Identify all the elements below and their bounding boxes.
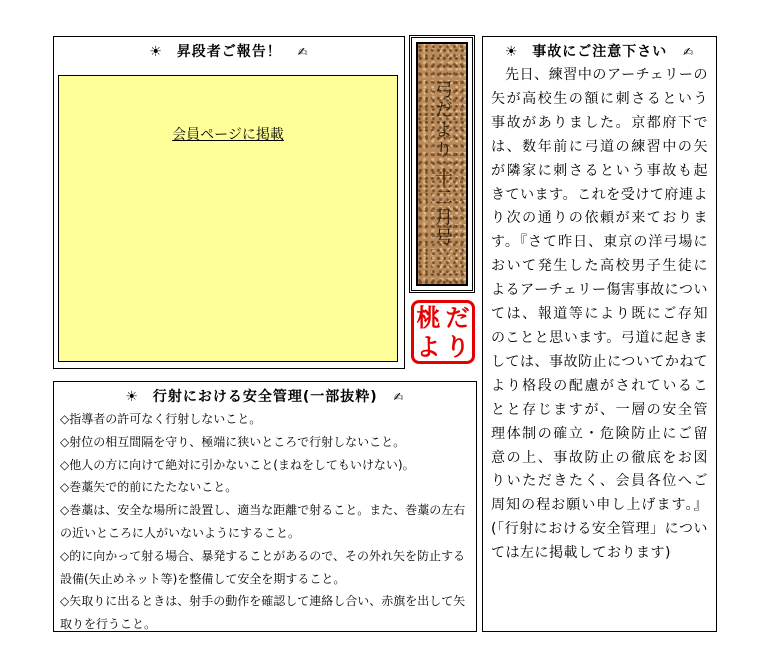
pen-icon: ✍ — [393, 390, 405, 404]
accident-notice-title-bar — [483, 40, 716, 64]
sun-icon: ☀ — [504, 44, 519, 60]
promotion-report-panel — [53, 36, 405, 369]
seal-char: だ — [445, 303, 470, 332]
pen-icon: ✍ — [683, 45, 695, 59]
promotion-report-title: 昇段者ご報告！ — [176, 44, 282, 60]
seal-char: よ — [416, 332, 441, 361]
safety-rule: ◇的に向かって射る場合、暴発することがあるので、その外れ矢を防止する設備(矢止めネット等)を整備して安全を期すること。 — [60, 548, 465, 586]
safety-rule: ◇指導者の許可なく行射しないこと。 — [60, 412, 262, 426]
shooting-safety-title-bar — [54, 385, 476, 409]
safety-rule: ◇射位の相互間隔を守り、極端に狭いところで行射しないこと。 — [60, 434, 406, 449]
safety-rule: ◇他人の方に向けて絶対に引かないこと(まねをしてもいけない)。 — [60, 457, 415, 472]
accident-notice-panel — [482, 36, 717, 632]
newsletter-seal — [411, 300, 475, 364]
safety-rule: ◇巻藁矢で的前にたたないこと。 — [60, 480, 238, 495]
safety-rules-list — [60, 408, 470, 636]
safety-rule: ◇巻藁は、安全な場所に設置し、適当な距離で射ること。また、巻藁の左右の近いところに人がいないようにすること。 — [60, 503, 466, 540]
accident-notice-title: 事故にご注意下さい — [532, 44, 668, 60]
sun-icon: ☀ — [149, 44, 163, 60]
safety-rule: ◇矢取りに出るときは、射手の動作を確認して連絡し合い、赤旗を出して矢取りを行うこと。 — [60, 594, 466, 632]
newsletter-banner — [409, 35, 475, 293]
member-page-link[interactable]: 会員ページに掲載 — [172, 127, 284, 143]
seal-char: り — [445, 332, 470, 361]
pen-icon: ✍ — [297, 45, 309, 59]
promotion-report-title-bar — [54, 41, 404, 63]
cork-texture — [416, 42, 468, 286]
shooting-safety-title: 行射における安全管理(一部抜粋) — [152, 389, 378, 405]
accident-notice-body: 先日、練習中のアーチェリーの矢が高校生の額に刺さるという事故がありました。京都府下では、数年前に弓道の練習中の矢が隣家に刺さるという事故も起きています。これを受けて府連より次の通りの依頼が来ております。『さて昨日、東京の洋弓場において発生した高校男子生徒によるアーチェリー傷害事故については、報道等により既にご存知のことと思います。弓道に起きましては、事故防止についてかねてより格段の配慮がされていることと存じますが、一層の安全管理体制の確立・危険防止にご留意の上、事故防止の徹底をお図りいただきたく、会員各位へご周知の程お願い申し上げます。』(「行射における安全管理」については左に掲載しております) — [491, 67, 708, 562]
sun-icon: ☀ — [125, 389, 139, 405]
newsletter-banner-text: 弓だより 十二月号 — [432, 80, 453, 248]
seal-char: 桃 — [416, 303, 441, 332]
shooting-safety-panel — [53, 381, 477, 632]
promotion-report-content — [58, 75, 398, 362]
